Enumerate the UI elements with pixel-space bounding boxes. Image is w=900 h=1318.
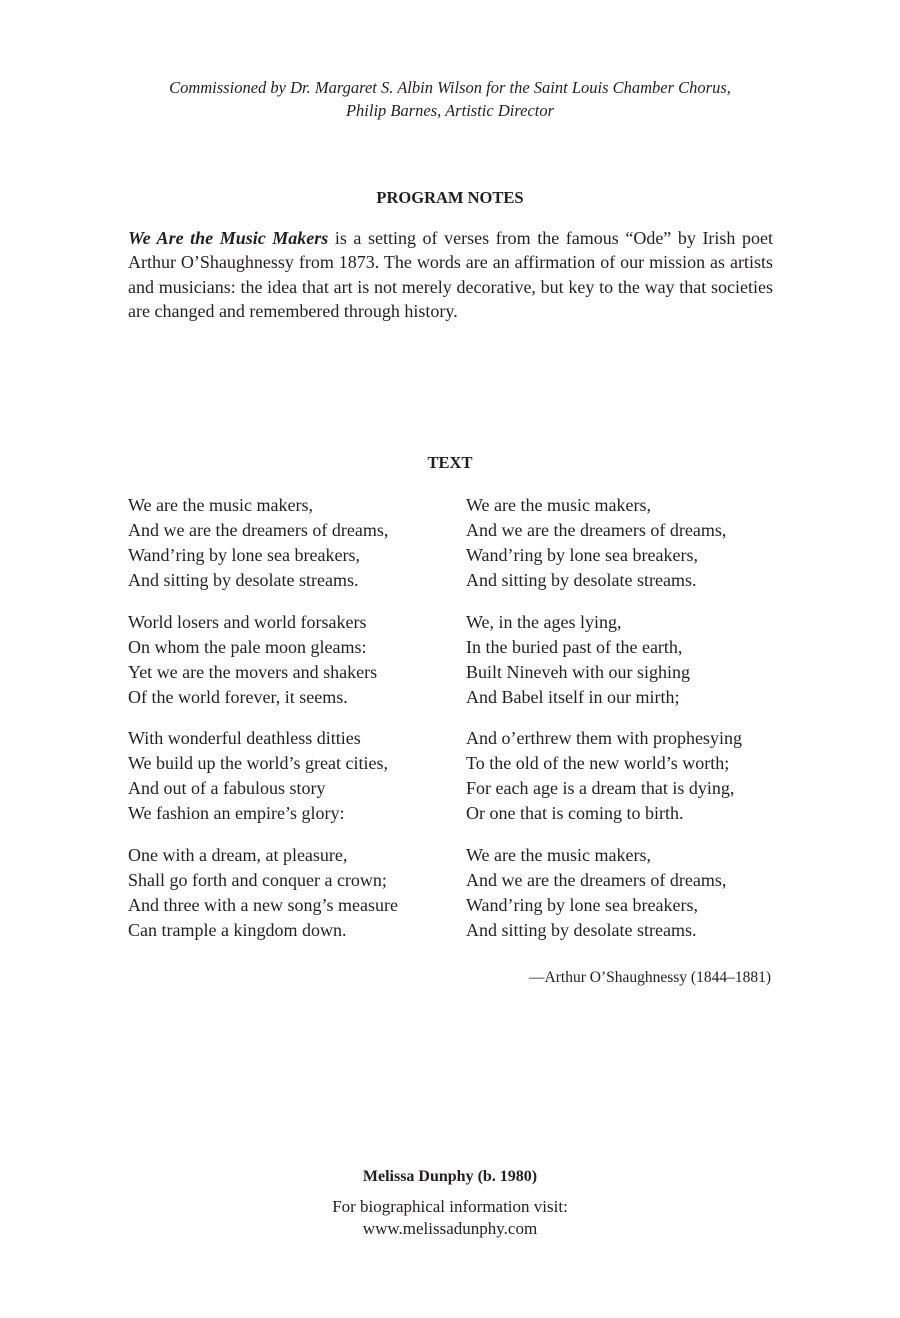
stanza bbox=[128, 843, 458, 943]
poem-line: We, in the ages lying, bbox=[466, 611, 622, 632]
poem-line: To the old of the new world’s worth; bbox=[466, 753, 730, 773]
poem-line: And we are the dreamers of dreams, bbox=[128, 520, 389, 540]
stanza bbox=[466, 610, 786, 710]
commission-line-1: Commissioned by Dr. Margaret S. Albin Wilson for the Saint Louis Chamber Chorus, bbox=[169, 78, 731, 97]
commission-line-2: Philip Barnes, Artistic Director bbox=[345, 101, 555, 120]
poem-line: In the buried past of the earth, bbox=[466, 636, 683, 657]
poem-line: Of the world forever, it seems. bbox=[128, 686, 348, 707]
program-notes-paragraph bbox=[128, 226, 773, 323]
stanza bbox=[128, 610, 458, 710]
stanza bbox=[466, 726, 786, 826]
poem-line: And out of a fabulous story bbox=[128, 778, 326, 798]
poem-line: And sitting by desolate streams. bbox=[466, 570, 697, 590]
composer-bio bbox=[0, 1196, 900, 1240]
poem-line: And three with a new song’s measure bbox=[128, 894, 398, 915]
poem-line: We build up the world’s great cities, bbox=[128, 753, 388, 773]
poem-line: Shall go forth and conquer a crown; bbox=[128, 869, 387, 890]
poem-line: World losers and world forsakers bbox=[128, 611, 367, 632]
poem-line: And we are the dreamers of dreams, bbox=[466, 869, 727, 890]
poem-line: For each age is a dream that is dying, bbox=[466, 778, 735, 798]
poem-attribution: —Arthur O’Shaughnessy (1844–1881) bbox=[529, 969, 771, 986]
poem-line: Can trample a kingdom down. bbox=[128, 919, 347, 940]
stanza bbox=[466, 843, 786, 943]
stanza bbox=[466, 493, 786, 593]
text-heading: TEXT bbox=[427, 453, 473, 472]
poem-line: Wand’ring by lone sea breakers, bbox=[466, 545, 698, 565]
program-notes-heading: PROGRAM NOTES bbox=[376, 188, 524, 207]
poem-line: And o’erthrew them with prophesying bbox=[466, 728, 742, 748]
bio-line: For biographical information visit: bbox=[332, 1197, 568, 1216]
poem-line: Built Nineveh with our sighing bbox=[466, 661, 690, 682]
poem-line: And sitting by desolate streams. bbox=[128, 570, 359, 590]
composer-website-link: www.melissadunphy.com bbox=[362, 1219, 538, 1238]
poem-line: On whom the pale moon gleams: bbox=[128, 636, 367, 657]
poem-line: And we are the dreamers of dreams, bbox=[466, 520, 727, 540]
stanza bbox=[128, 493, 458, 593]
poem-right-column bbox=[466, 493, 786, 959]
work-title: We Are the Music Makers bbox=[128, 228, 329, 248]
poem-line: Or one that is coming to birth. bbox=[466, 803, 684, 823]
poem-line: We fashion an empire’s glory: bbox=[128, 803, 345, 823]
poem-line: Wand’ring by lone sea breakers, bbox=[466, 894, 698, 915]
poem-line: Wand’ring by lone sea breakers, bbox=[128, 545, 360, 565]
stanza bbox=[128, 726, 458, 826]
poem-line: Yet we are the movers and shakers bbox=[128, 661, 378, 682]
program-notes-body: is a setting of verses from the famous “Ode” by Irish poet Arthur O’Shaughnessy from 1873. The words are an affirmation of our mission as artists and musicians: the idea that art is not merely decorative, but key to the way that societies are changed and remembered through history. bbox=[128, 228, 773, 321]
poem-left-column bbox=[128, 493, 458, 959]
poem-line: And Babel itself in our mirth; bbox=[466, 686, 680, 707]
poem-line: One with a dream, at pleasure, bbox=[128, 844, 348, 865]
poem-line: With wonderful deathless ditties bbox=[128, 728, 361, 748]
composer-name: Melissa Dunphy (b. 1980) bbox=[362, 1168, 538, 1185]
commission-note bbox=[0, 76, 900, 122]
poem-line: We are the music makers, bbox=[466, 495, 651, 515]
poem-line: And sitting by desolate streams. bbox=[466, 919, 697, 940]
poem-line: We are the music makers, bbox=[128, 495, 313, 515]
poem-line: We are the music makers, bbox=[466, 844, 651, 865]
